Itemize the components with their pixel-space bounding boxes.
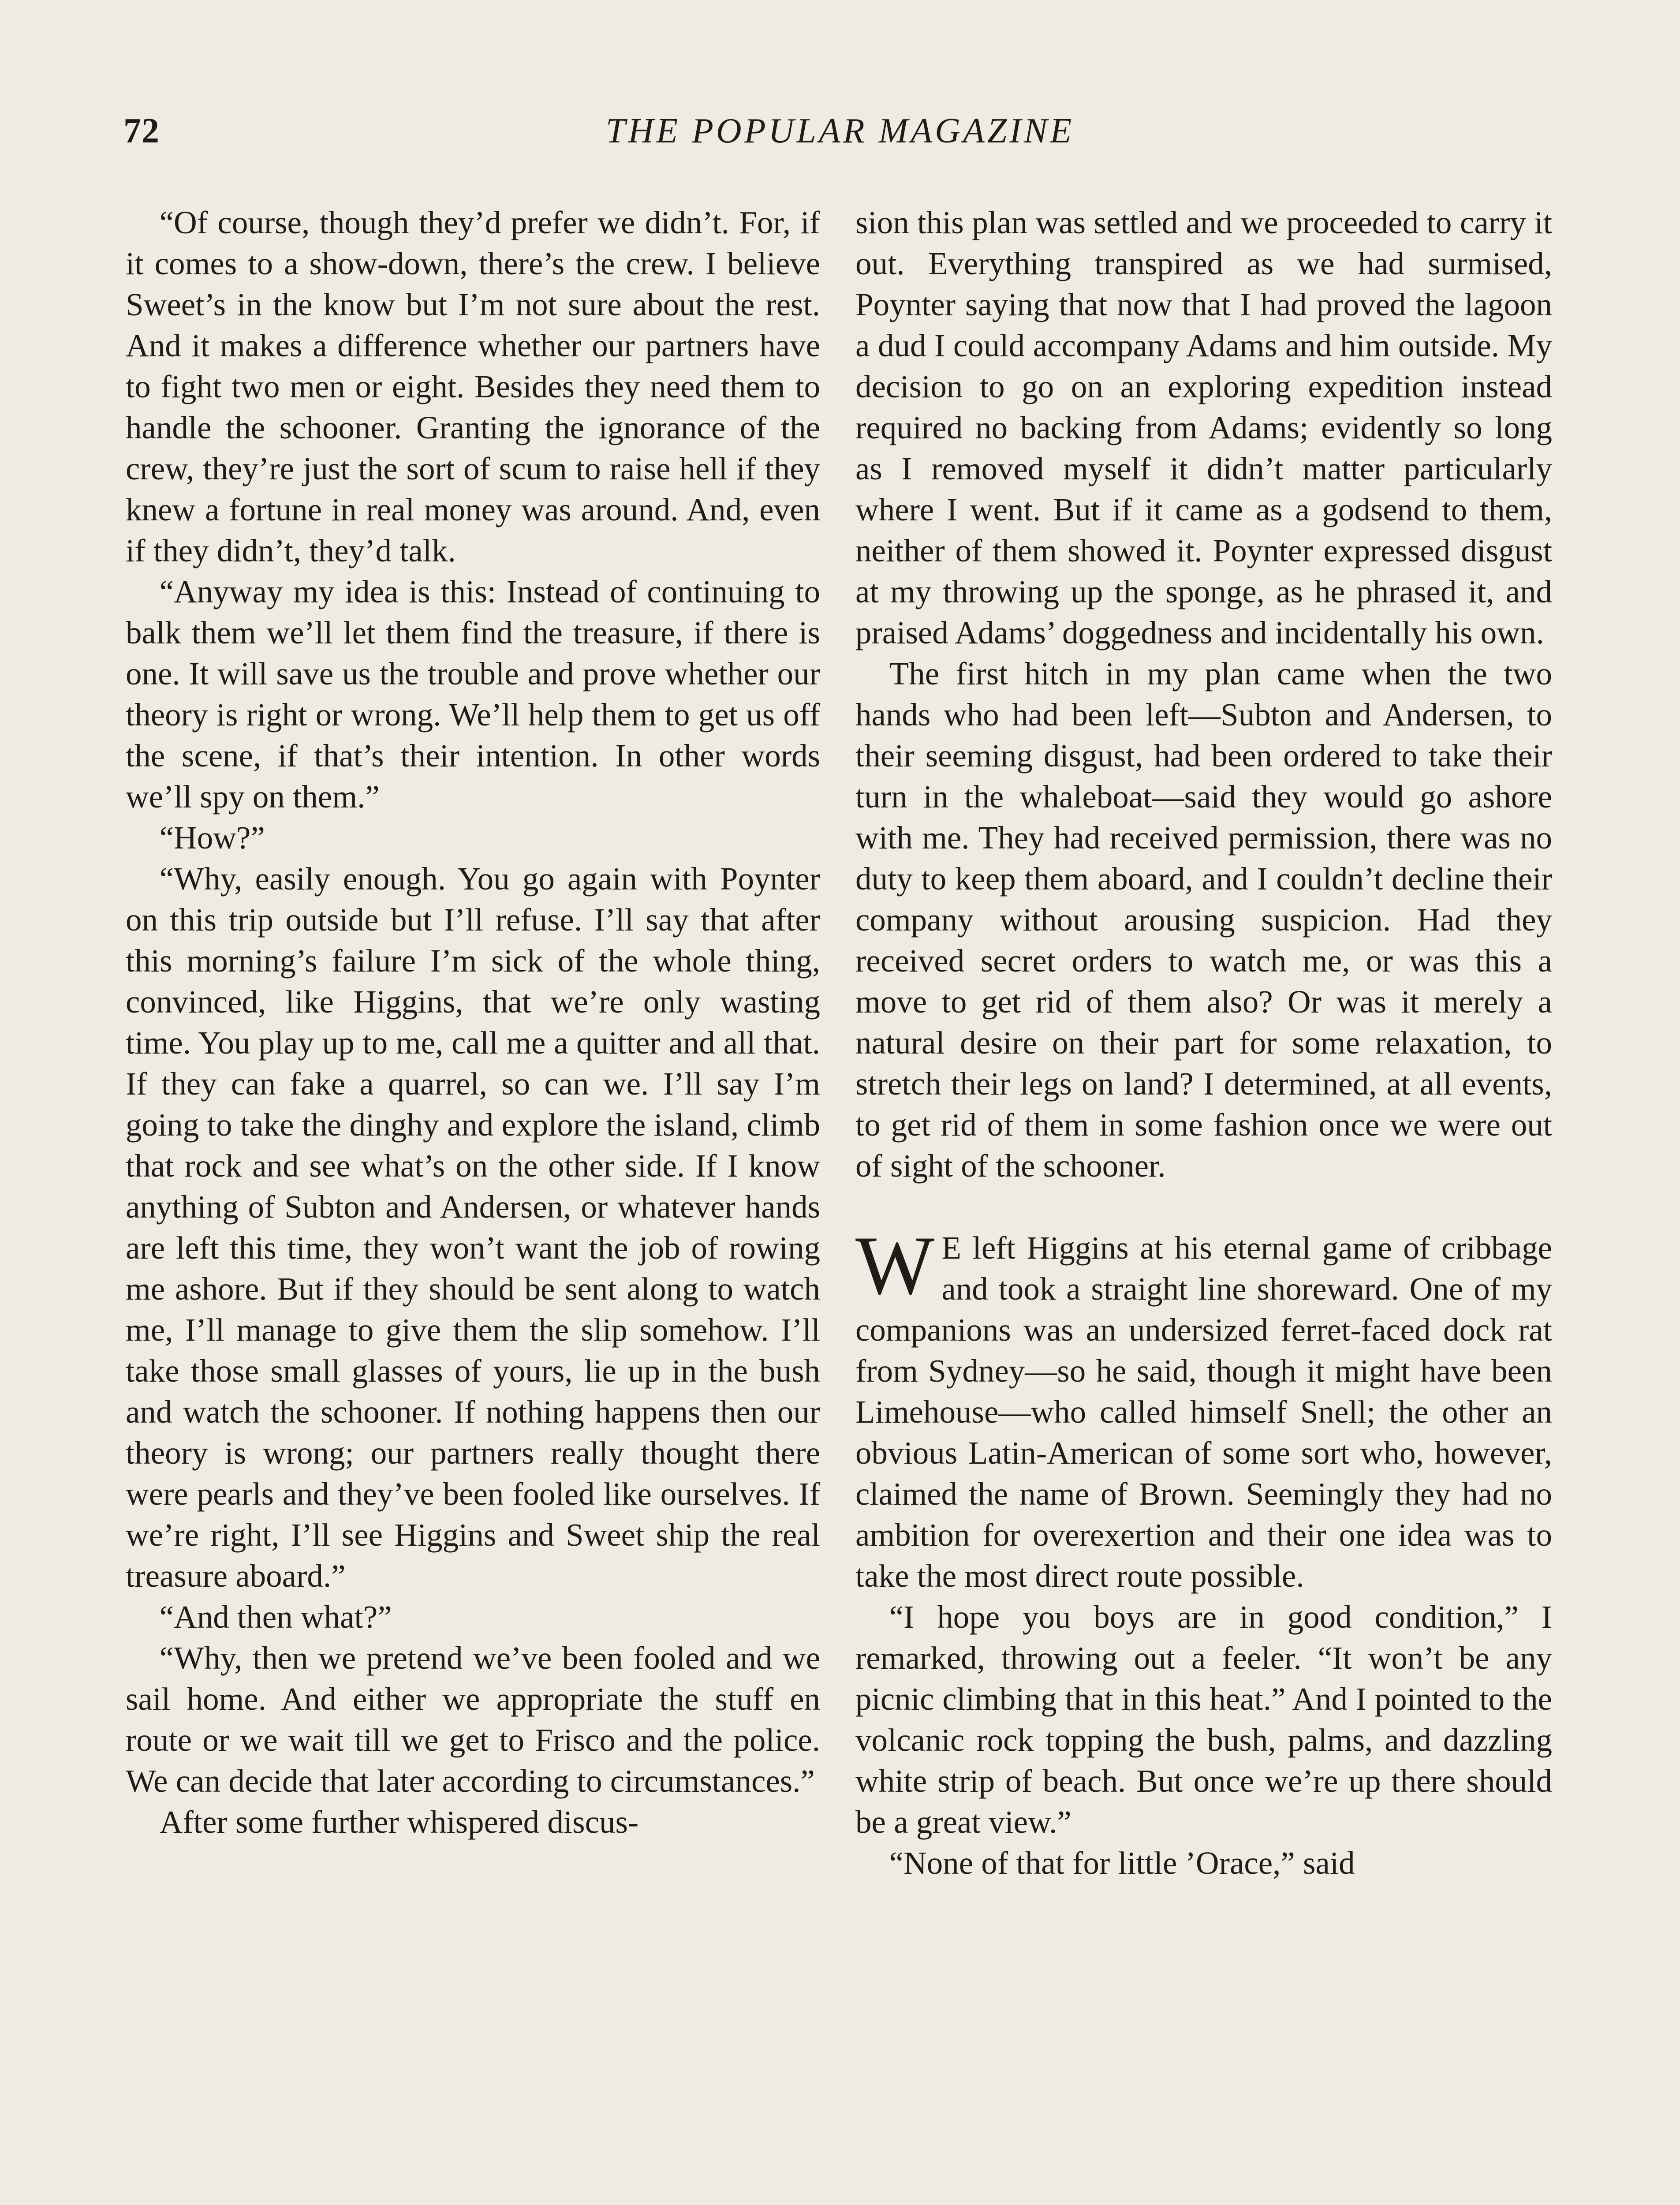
paragraph-continuation: sion this plan was settled and we proceeded to carry it out. Everything transpired as we had surmised, Poynter saying that now that I had proved the lagoon a dud I could accompany Adams and him outside. My decision to go on an exploring expedition instead required no backing from Adams; evidently so long as I removed myself it didn’t matter particularly where I went. But if it came as a godsend to them, neither of them showed it. Poynter expressed disgust at my throwing up the sponge, as he phrased it, and praised Adams’ doggedness and incidentally his own. (855, 205, 1552, 650)
paragraph: “Why, then we pretend we’ve been fooled and we sail home. And either we appropriate the stuff en route or we wait till we get to Frisco and the police. We can decide that later according to circumstances.” (126, 1640, 820, 1799)
page-header (0, 111, 1680, 168)
paragraph: “How?” (159, 820, 265, 856)
paragraph: “Anyway my idea is this: Instead of continuing to balk them we’ll let them find the treasure, if there is one. It will save us the trouble and prove whether our theory is right or wrong. We’ll help them to get us off the scene, if that’s their intention. In other words we’ll spy on them.” (126, 574, 820, 815)
section-start-paragraph (855, 1219, 1552, 1596)
section-text: left Higgins at his eternal game of cribbage and took a straight line shoreward. One of my companions was an undersized ferret-faced dock rat from Sydney—so he said, though it might have been Limehouse—who called himself Snell; the other an obvious Latin-American of some sort who, however, claimed the name of Brown. Seemingly they had no ambition for overexertion and their one idea was to take the most direct route possible. (855, 1230, 1552, 1594)
paragraph: “Why, easily enough. You go again with Poynter on this trip outside but I’ll refuse. I’ll say that after this morning’s failure I’m sick of the whole thing, convinced, like Higgins, that we’re only wasting time. You play up to me, call me a quitter and all that. If they can fake a quarrel, so can we. I’ll say I’m going to take the dinghy and explore the island, climb that rock and see what’s on the other side. If I know anything of Subton and Andersen, or whatever hands are left this time, they won’t want the job of rowing me ashore. But if they should be sent along to watch me, I’ll manage to give them the slip somehow. I’ll take those small glasses of yours, lie up in the bush and watch the schooner. If nothing happens then our theory is wrong; our partners really thought there were pearls and they’ve been fooled like ourselves. If we’re right, I’ll see Higgins and Sweet ship the real treasure aboard.” (126, 861, 820, 1594)
paragraph: “I hope you boys are in good condition,” I remarked, throwing out a feeler. “It won’t be any picnic climbing that in this heat.” And I pointed to the volcanic rock topping the bush, palms, and dazzling white strip of beach. But once we’re up there should be a great view.” (855, 1599, 1552, 1840)
right-column (855, 202, 1552, 1884)
drop-cap-rest: E (941, 1230, 961, 1266)
paragraph: “None of that for little ’Orace,” said (889, 1845, 1355, 1881)
paragraph: “And then what?” (159, 1599, 392, 1635)
paragraph: The first hitch in my plan came when the two hands who had been left—Subton and Andersen, to their seeming disgust, had been ordered to take their turn in the whaleboat—said they would go ashore with me. They had received permission, there was no duty to keep them aboard, and I couldn’t decline their company without arousing suspicion. Had they received secret orders to watch me, or was this a move to get rid of them also? Or was it merely a natural desire on their part for some relaxation, to stretch their legs on land? I determined, at all events, to get rid of them in some fashion once we were out of sight of the schooner. (855, 656, 1552, 1184)
drop-cap: W (855, 1219, 936, 1312)
paragraph: “Of course, though they’d prefer we didn’t. For, if it comes to a show-down, there’s the crew. I believe Sweet’s in the know but I’m not sure about the rest. And it makes a difference whether our partners have to fight two men or eight. Besides they need them to handle the schooner. Granting the ignorance of the crew, they’re just the sort of scum to raise hell if they knew a fortune in real money was around. And, even if they didn’t, they’d talk. (126, 205, 820, 568)
page-number: 72 (123, 112, 160, 150)
paragraph: After some further whispered discus- (159, 1804, 639, 1840)
left-column (126, 202, 820, 1842)
running-title: THE POPULAR MAGAZINE (605, 112, 1075, 150)
